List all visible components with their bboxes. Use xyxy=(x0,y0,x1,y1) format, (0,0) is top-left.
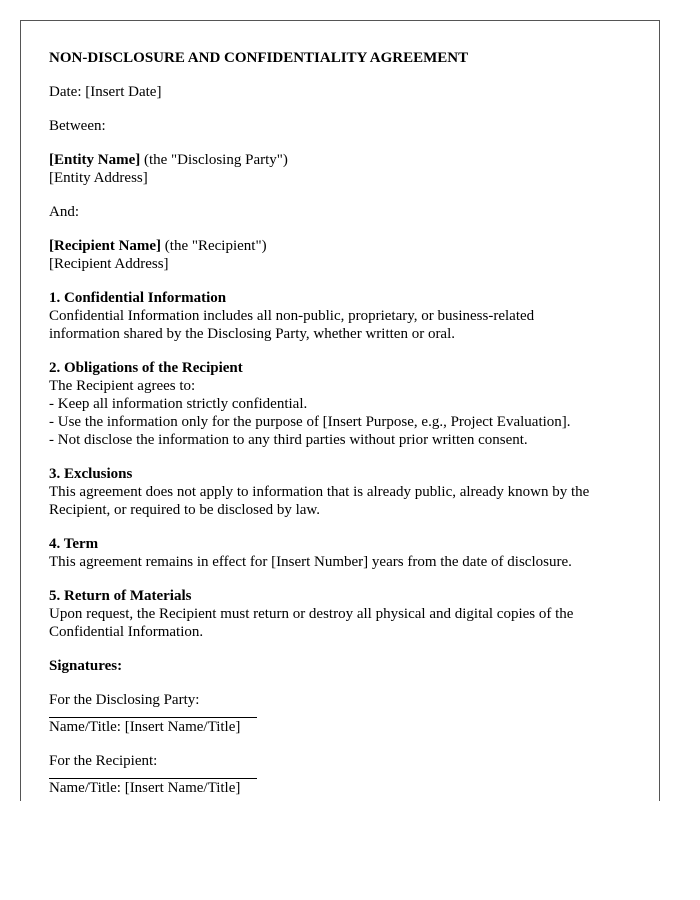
obligation-item: - Use the information only for the purpose of [Insert Purpose, e.g., Project Evaluation]. xyxy=(49,414,571,430)
disclosing-party-name: [Entity Name] xyxy=(49,152,141,168)
disclosing-party-address: [Entity Address] xyxy=(49,170,148,186)
section-text-line: This agreement does not apply to information that is already public, already known by the xyxy=(49,484,590,500)
disclosing-party-line xyxy=(49,151,649,169)
section-obligations xyxy=(49,359,649,449)
section-text-line: Confidential Information. xyxy=(49,624,204,640)
section-confidential-information xyxy=(49,289,649,343)
section-heading: 1. Confidential Information xyxy=(49,290,227,306)
signatures-heading: Signatures: xyxy=(49,658,123,674)
recipient-role: (the "Recipient") xyxy=(161,238,267,254)
section-term xyxy=(49,535,649,571)
section-text-line: The Recipient agrees to: xyxy=(49,378,196,394)
section-exclusions xyxy=(49,465,649,519)
recipient-block xyxy=(49,237,649,273)
document-content xyxy=(49,49,649,801)
section-text-line: This agreement remains in effect for [Insert Number] years from the date of disclosure. xyxy=(49,554,572,570)
obligation-item: - Keep all information strictly confidential. xyxy=(49,396,308,412)
recipient-address: [Recipient Address] xyxy=(49,256,169,272)
document-page xyxy=(20,20,660,801)
recipient-signature-block xyxy=(49,778,649,797)
disclosing-party-block xyxy=(49,151,649,187)
disclosing-name-title: Name/Title: [Insert Name/Title] xyxy=(49,719,241,735)
recipient-name-title: Name/Title: [Insert Name/Title] xyxy=(49,780,241,796)
section-text-line: Confidential Information includes all non-public, proprietary, or business-related xyxy=(49,308,535,324)
between-label: Between: xyxy=(49,118,106,134)
recipient-signature-label: For the Recipient: xyxy=(49,753,158,769)
disclosing-signature-label: For the Disclosing Party: xyxy=(49,692,200,708)
section-heading: 4. Term xyxy=(49,536,99,552)
section-heading: 2. Obligations of the Recipient xyxy=(49,360,243,376)
date-line: Date: [Insert Date] xyxy=(49,84,162,100)
obligation-item: - Not disclose the information to any third parties without prior written consent. xyxy=(49,432,528,448)
section-heading: 5. Return of Materials xyxy=(49,588,192,604)
recipient-name: [Recipient Name] xyxy=(49,238,162,254)
section-text-line: Recipient, or required to be disclosed by law. xyxy=(49,502,321,518)
section-text-line: information shared by the Disclosing Party, whether written or oral. xyxy=(49,326,456,342)
section-text-line: Upon request, the Recipient must return or destroy all physical and digital copies of the xyxy=(49,606,574,622)
document-title: NON-DISCLOSURE AND CONFIDENTIALITY AGREEMENT xyxy=(49,50,469,66)
recipient-line xyxy=(49,237,649,255)
disclosing-party-role: (the "Disclosing Party") xyxy=(140,152,288,168)
and-label: And: xyxy=(49,204,79,220)
section-heading: 3. Exclusions xyxy=(49,466,133,482)
section-return-of-materials xyxy=(49,587,649,641)
disclosing-signature-block xyxy=(49,717,649,736)
